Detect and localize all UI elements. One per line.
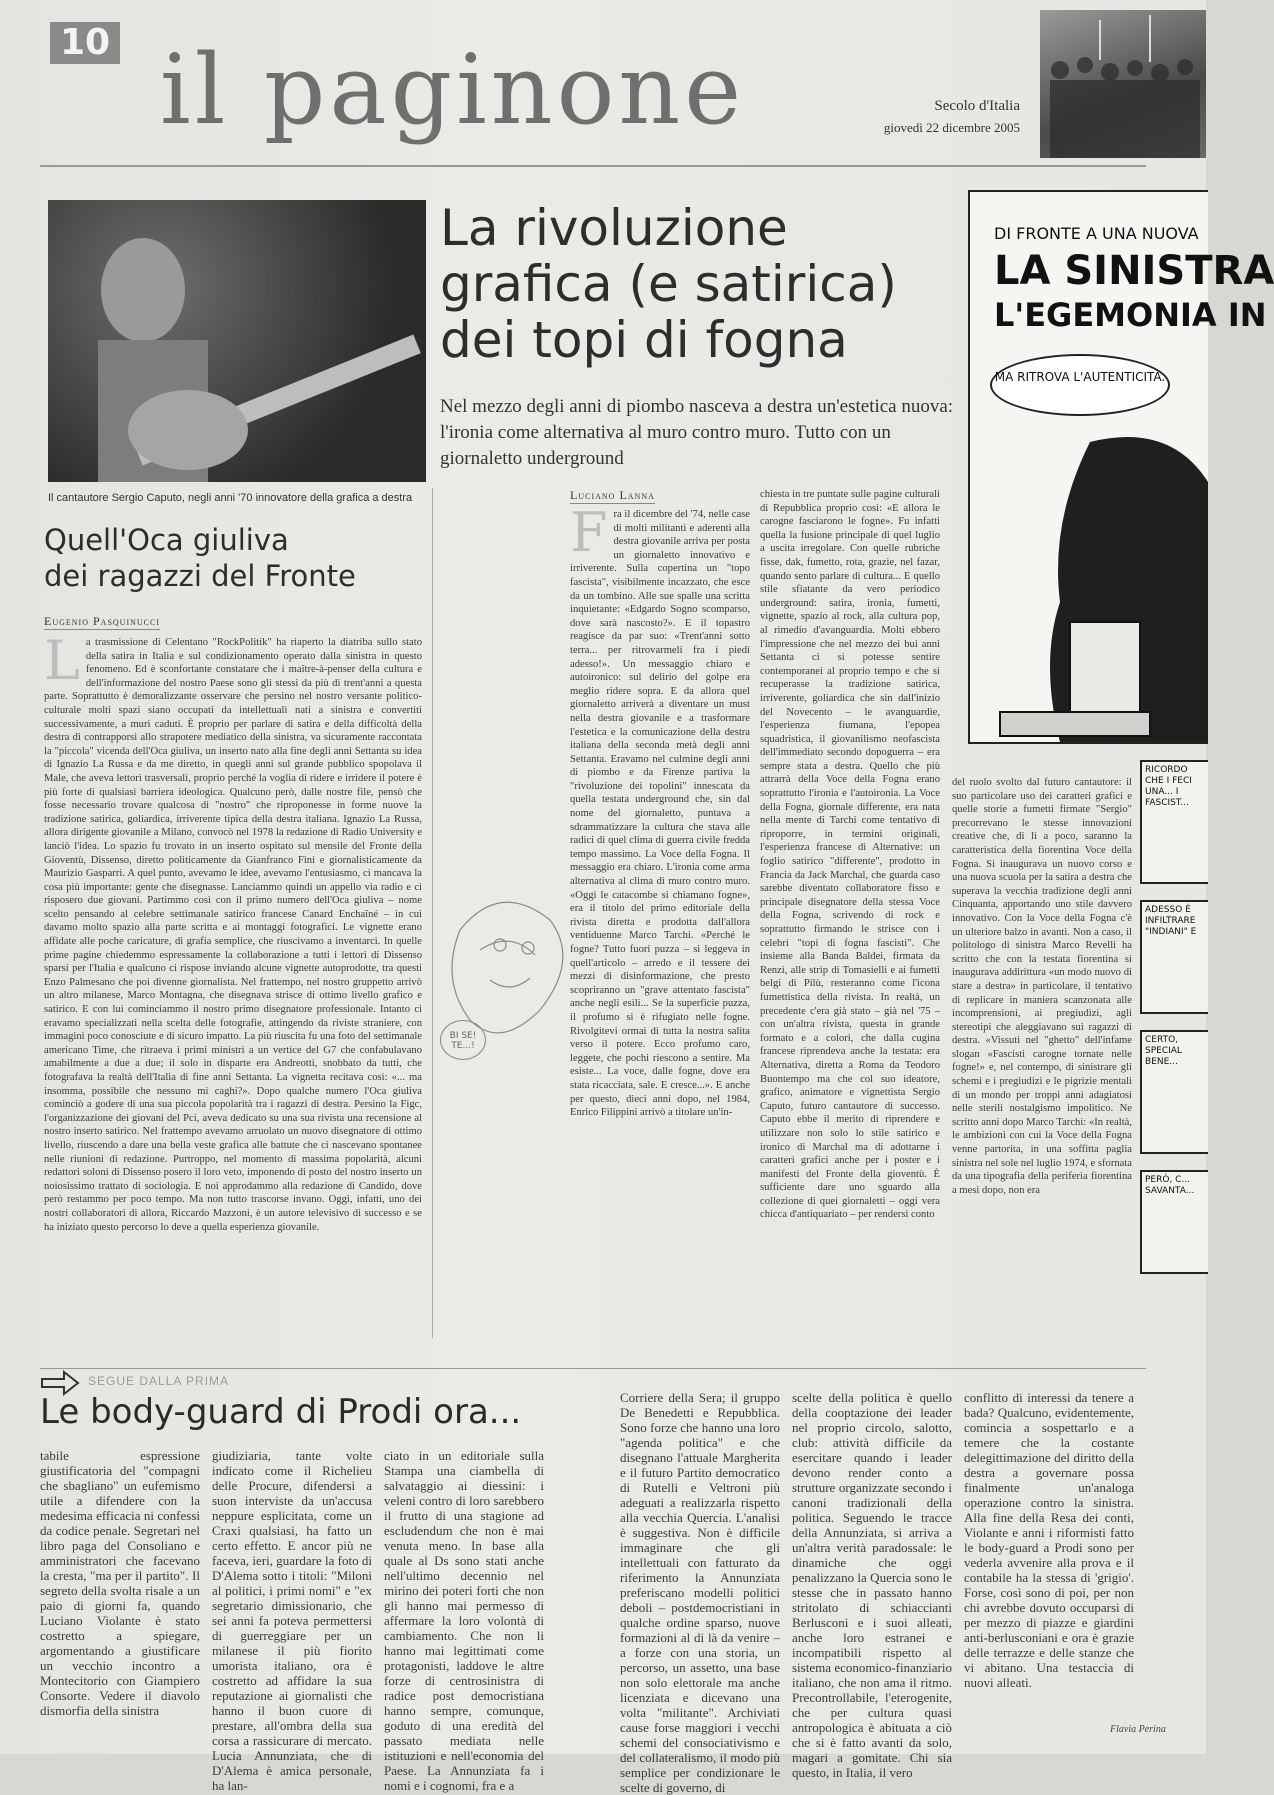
comic-strip-panel: [1140, 1170, 1208, 1274]
sketch-speech-bubble: BI SE! TE...!: [440, 1020, 486, 1060]
cartoon-speech-bubble: MA RITROVA L'AUTENTICITÀ.: [990, 354, 1170, 416]
photo-guitarist: [48, 200, 426, 482]
bottom-col4: Corriere della Sera; il gruppo De Benedetti e Repubblica. Sono forze che hanno una loro "agenda politica" e che disegnano l'attuale Margherita e il futuro Partito democratico di Rutelli e Veltroni più adeguati a realizzarla rispetto alla vecchia Quercia. L'analisi è suggestiva. Non è difficile immaginare che gli intellettuali con fatturato da riferimento la Annunziata preferiscano modelli politici deboli – postdemocristiani in qualche ordine sparso, nuove formazioni al di là da venire – a forze con una storia, un percorso, un assetto, una base non solo elettorale ma anche licenziata e dicevano una volta "militante". Archiviati cause forse maggiori i vecchi schemi del consociativismo e del collateralismo, il modo più semplice per condizionare le scelte di governo, di: [620, 1390, 780, 1795]
bottom-section-rule: [40, 1368, 1146, 1369]
header-rule: [40, 165, 1146, 167]
comic-strip-text: PERÒ, C... SAVANTA...: [1145, 1175, 1195, 1196]
comic-strip-panel: [1140, 900, 1208, 1014]
main-byline: Luciano Lanna: [570, 488, 655, 502]
page-number: 10: [50, 22, 120, 64]
side-byline: Eugenio Pasquinucci: [44, 614, 160, 628]
main-article-col3: [952, 776, 1132, 1340]
bottom-col1: tabile espressione giustificatoria del "compagni che sbagliano" un eufemismo utile a difendere con la medesima efficacia ni confessi da codice penale. Segretari nel libro paga del Consoliano e amministratori che facevano la cresta, "ma per il partito". Il segreto della svolta risale a un paio di giorni fa, quando Luciano Violante è stato costretto a spiegare, argomentando a giustificare un vecchio incontro a Montecitorio con Giampiero Consorte. Vedere il diavolo dismorfia della sinistra: [40, 1448, 200, 1718]
bottom-col5: scelte della politica è quello della cooptazione dei leader nel proprio circolo, salotto, club: attività difficile da esercitare quando i leader devono render conto a strutture organizzate secondo i canoni tradizionali della politica. Seguendo le tracce della Annunziata, si arriva a un'altra verità paradossale: le dinamiche che oggi penalizzano la Quercia sono le stesse che in passato hanno stritolato di schiaccianti Berlusconi e i suoi alleati, anche loro estranei e incompatibili rispetto al sistema economico-finanziario italiano, che non ama il ritmo. Precontrollabile, l'eterogenite, che per cultura quasi antropologica è abituata a ciò che si è fatto avanti da solo, magari a gomitate. Chi sia questo, in Italia, il vero: [792, 1390, 952, 1780]
side-headline-line: Quell'Oca giuliva: [44, 523, 289, 557]
gorilla-drawing: [970, 422, 1208, 742]
main-article-col1: [570, 501, 750, 1340]
comic-strip-panel: [1140, 760, 1208, 884]
bottom-kicker: SEGUE DALLA PRIMA: [88, 1374, 230, 1388]
main-article-text: ra il dicembre del '74, nelle case di molti militanti e aderenti alla destra giovanile arriva per posta un giornaletto innovativo e irriverente. Sulla copertina un "topo fascista", visibilmente incazzato, che esce da un tombino. Alle sue spalle una scritta inquietante: «Edgardo Sogno scomparso, dove sarà nascosto?». E il topastro reagisce da par suo: «Trent'anni sotto terra... per ritrovarmeli fra i piedi adesso!». Un messaggio chiaro e autoironico: sul delirio del golpe era meglio ridere sopra. E da allora quel giornaletto arriverà a diventare un must nella destra giovanile e a trasformare l'estetica e la comunicazione della destra italiana della seconda metà degli anni Settanta. Eravamo nel culmine degli anni di piombo e da Firenze partiva la "rivoluzione dei topolini" innescata da quella testata underground che, sin dal nome del giornaletto, puntava a sdrammatizzare la cultura che stava alle radici di quel clima di guerra civile fredda tempo massimo. La Voce della Fogna. Il messaggio era chiaro. L'ironia come arma alternativa al clima di muro contro muro. «Oggi le catacombe si chiamano fogne», era il titolo del primo editoriale della rivista diretta e prodotta dall'allora ventiduenne Marco Tarchi. «Perché le fogne? Tutto fuori puzza – si leggeva in quell'articolo – arredo e il tessere dei mezzi di disinformazione, che presto scopriranno un "grave attentato fascista" anche negli esili... Se la superficie puzza, il profumo si è rifugiato nelle fogne. Rivolgitevi ormai di tutta la nostra salita verso il potere. Ecco profumo caro, leggete, che pochi riescono a sentire. Ma esiste... La voce, dalle fogne, dove era stata ricacciata, sale. E cresce...». E anche per questo, dieci anni dopo, nel 1984, Enrico Filippini arrivò a titolare un'in-: [570, 509, 750, 1119]
side-headline-line: dei ragazzi del Fronte: [44, 559, 356, 593]
cartoon-panel: [968, 190, 1274, 744]
comic-strip-text: ADESSO È INFILTRARE "INDIANI" E: [1145, 905, 1197, 937]
main-subheadline: Nel mezzo degli anni di piombo nasceva a destra un'estetica nuova: l'ironia come alternativa al muro contro muro. Tutto con un giornaletto underground: [440, 396, 954, 469]
comic-strip-text: RICORDO CHE I FECI UNA... I FASCIST...: [1145, 765, 1192, 808]
dropcap: F: [570, 501, 608, 564]
photo-caption: Il cantautore Sergio Caputo, negli anni '70 innovatore della grafica a destra: [48, 492, 413, 504]
main-headline-line: grafica (e satirica): [440, 255, 897, 313]
comic-strip-panel: [1140, 1030, 1208, 1154]
main-article-col2: [760, 488, 940, 1340]
bottom-col6: conflitto di interessi da tenere a bada? Qualcuno, evidentemente, comincia a sospettarlo e a temere che la costante delegittimazione del diritto della destra a governare possa finalmente un'analoga operazione contro la sinistra. Alla fine della Resa dei conti, Violante e anni i riformisti fatto le body-guard a Prodi sono per vederla avvenire alla prova e il contabile ha la stessa di 'grigio'. Forse, così sono di poi, per non chi avrebbe dovuto occuparsi di per mezzo di piazze e giardini anti-berlusconiani e ora è grazie delle terrazze e delle stanze che vi abitano. Una testaccia di nuovi alleati.: [964, 1390, 1134, 1690]
main-headline-line: La rivoluzione: [440, 199, 788, 257]
bottom-col3: ciato in un editoriale sulla Stampa una ciambella di salvataggio ai diessini: i veleni contro di loro sarebbero il frutto di una stagione ad escludendum che non è mai venuta meno. In base alla quale al Ds sono stati anche nell'ultimo decennio nel mirino dei poteri forti che non gli hanno mai permesso di affermare la loro volontà di cambiamento. Che non li hanno mai legittimati come protagonisti, laddove le altre forze di centrosinistra di radice post democristiana hanno sempre, comunque, goduto di una eredità del passato mediata nelle istituzioni e nell'economia del Paese. La Annunziata fa i nomi e i cognomi, fra e a: [384, 1448, 544, 1793]
side-headline: [44, 522, 424, 594]
cartoon-subheadline: L'EGEMONIA IN: [994, 296, 1267, 334]
dropcap: L: [44, 629, 80, 692]
rat-sketch: [440, 870, 590, 1070]
cartoon-caption-top: DI FRONTE A UNA NUOVA: [994, 224, 1199, 243]
side-article-text: a trasmissione di Celentano "RockPolitik" ha riaperto la diatriba sullo stato della satira in Italia e sul condizionamento operato dalla sinistra in questo fenomeno. Ed è sconfortante constatare che i maître-à-penser della cultura e dell'informazione del nostro Paese sono gli stessi da più di trent'anni a questa parte. Soprattutto è demoralizzante osservare che persino nel nostro versante politico-culturale molti spazi siano occupati da intellettuali nati a sinistra e convertiti successivamente, a muri caduti. È proprio per parlare di satira e della difficoltà della destra di contrapporsi allo strapotere mediatico della sinistra, va sicuramente raccontata la "piccola" vicenda dell'Oca giuliva, un inserto nato alla fine degli anni Settanta su idea di Ignazio La Russa e da me diretto, in quegli anni sul grande pubblico spopolava il Male, che aveva lettori trasversali, proprio perché la voglia di ridere e irridere il potere è più forte di qualsiasi barriera ideologica. Qualcuno però, dalle nostre file, pensò che fosse necessario trovare qualcosa di "nostro" che riproponesse in forme nuove la tradizione satirica, goliardica, irriverente tipica della destra italiana. Ignazio La Russa, allora dirigente giovanile a Milano, convocò nel 1978 la redazione di Radio University e lanciò l'idea. Lo spazio fu trovato in un inserto ospitato sul mensile del Fronte della Gioventù, Dissenso, diretto politicamente da Gianfranco Fini e giornalisticamente da Maurizio Gasparri. A quel punto, avevamo le idee, avevamo l'entusiasmo, ci mancava la cosa più importante: gente che disegnasse. Lanciammo quindi un appello via radio e ci risposero due giovani. Partimmo così con il primo numero dell'Oca giuliva – nome scelto pensando al celebre settimanale satirico francese Canard Enchaîné – in cui davamo molto spazio alla parte scritta e ai montaggi fotografici. Le vignette erano affidate alle poche caricature, di grafia semplice, che riuscivamo a inventarci. In quelle prime pagine chiedemmo espressamente la collaborazione a tutti i lettori di Dissenso sparsi per l'Italia e qualcuno ci rispose inviando alcune vignette autoprodotte, tra questi Enzo Palmesano che poi divenne giornalista. Nel frattempo, nel nostro gruppetto arrivò un altro milanese, Marco Montagna, che disegnava strisce di ottimo livello grafico e satirico. E con lui cominciammo il nostro primo disegnatore professionale. Intanto ci eravamo specializzati nella scelta delle fotografie, attingendo da riviste straniere, con immagini poco conosciute e di sicuro impatto. La più riuscita fu una foto del settimanale americano Time, che ritraeva i primi ministri a un vertice del G7 che confabulavano amabilmente a due a due; il solo in disparte era Andreotti, snobbato da tutti, che fotografava la realtà dell'Italia di fine anni Settanta. La vignetta recitava così: «... ma insomma, possibile che nessuno mi caghi?». Dopo qualche numero l'Oca giuliva cominciò a godere di una sua piccola popolarità tra i ragazzi di destra. Persino la Figc, l'organizzazione dei giovani del Pci, aveva dedicato su una sua rivista una recensione al nostro inserto satirico. Nel frattempo avevamo arruolato un nuovo disegnatore di ottimo livello, riuscendo a dare una bella veste grafica alle battute che ci nascevano spontanee nelle riunioni di redazione. Purtroppo, nel momento di massima popolarità, alcuni redattori soloni di Dissenso posero il loro veto, imponendo di posto del nostro inserto un noiosissimo trattato di sociologia. E noi approdammo alla redazione di Candido, dove però restammo per poco tempo. Ma non tutto trascorse invano. Oggi, infatti, uno dei nostri collaboratori di allora, Riccardo Mazzoni, è un autore televisivo di successo e se ha iniziato questo percorso lo deve a quella esperienza giovanile.: [44, 637, 422, 1233]
bottom-col2: giudiziaria, tante volte indicato come il Richelieu delle Procure, difendersi a suon interviste da un'accusa neppure esplicitata, come un Craxi qualsiasi, ha fatto un certo effetto. E ancor più ne faceva, ieri, guardare la foto di D'Alema sotto i titoli: "Miloni al politici, i primi nomi" e "ex segretario dimissionario, che sei anni fa poteva permettersi di guerreggiare per un milanese il più fiorito umorista italiano, ora è costretto ad affidare la sua reputazione ai giornalisti che hanno il buon cuore di prestare, all'ombra della sua corsa a rassicurare di mercato. Lucia Annunziata, che di D'Alema è amica personale, ha lan-: [212, 1448, 372, 1793]
crowd-photo: [1040, 10, 1206, 158]
main-article-text: del ruolo svolto dal futuro cantautore: il suo particolare uso dei caratteri grafici e quelle storie a fumetti firmate "Sergio" precorrevano le stesse innovazioni creative che, di lì a poco, saranno la caratteristica della fiorentina Voce della Fogna. Si inaugurava un nuovo corso e una nuova scuola per la satira a destra che superava la vecchia tradizione degli anni Cinquanta, apportando uno stile davvero innovativo. Con la Voce della Fogna c'è un ulteriore balzo in avanti. Non a caso, il politologo di sinistra Marco Revelli ha scritto che con la testata fiorentina si inaugurava addirittura «un modo nuovo di stare a destra» in particolare, il tentativo di replicare in maniera scanzonata alle incomprensioni, ai pregiudizi, agli stereotipi che aleggiavano sui ragazzi di destra. «Vissuti nel "ghetto" dell'infame slogan «Fascisti carogne tornate nelle fogne!» e, nel contempo, di sinistrare gli schemi e i pregiudizi e le pigrizie mentali di un mondo per troppi anni adagiatosi nelle sterili nostalgismo impolitico. Ne scritto anni dopo Marco Tarchi: «In realtà, le ambizioni con cui la Voce della Fogna venne partorita, in una soffitta paglia sinistra nel sole nel luglio 1974, e sfornata da una tipografia della periferia fiorentina a mesi dopo, non era: [952, 777, 1132, 1196]
main-article-text: chiesta in tre puntate sulle pagine culturali di Repubblica proprio così: «E allora le carogne fasciarono le fogne». Fu infatti quella la fusione principale di quel luglio a uscita irregolare. Con quelle rubriche fisse, dak, fumetto, rota, grazie, nel fazar, quando sento parlare di cultura... E quello stile sfiatante da vero periodico underground: satira, ironia, fumetti, vignette, spazio al rock, alla cultura pop, al rimedio d'avanguardia. Molti ebbero l'impressione che nel mezzo dei bui anni Settanta ci si potesse sentire contemporanei al proprio tempo e che si recuperasse la tradizione satirica, irriverente, goliardica che sin dall'inizio del Novecento – le avanguardie, l'esperienza fiumana, l'epopea squadristica, il giovanilismo neofascista dell'immediato secondo dopoguerra – era sempre stata a destra. Quello che più attrarrà della Voce della Fogna erano soprattutto l'ironia e l'autoironia. La Voce della Fogna, giornale differente, era nata nella mente di Tarchi come tentativo di riproporre, in termini originali, l'esperienza francese di Alternative: un foglio satirico "differente", prodotto in Francia da Jack Marchal, che guarda caso sarebbe diventato collaboratore fisso e principale disegnatore della stessa Voce della Fogna, scrivendo di rock e soprattutto firmando le strisce con i celebri "topi di fogna fascisti". Che insieme alla Banda Baldei, firmata da Renzi, alle strip di Tomasielli e ai fumetti belgi di Pilù, resteranno come l'icona fumettistica della rivista. In realtà, un precedente c'era già stato – già nel '75 – con un'altra rivista, questa in grande formato e a colori, che dalla cugina francese riprendeva anche la testata: era Alternativa, diretta a Roma da Teodoro Buontempo ma che col suo ideatore, grafico, animatore e vignettista Sergio Caputo, futuro cantautore di successo. Caputo ebbe il merito di riprendere e utilizzare non solo lo stile satirico e ironico di Marchal ma di adottarne i caratteri grafici anche per i poster e i manifesti del Fronte della gioventù. È sufficiente dare uno sguardo alla collezione di quei giornaletti – oggi vera chicca d'antiquariato – per rendersi conto: [760, 489, 940, 1221]
column-rule: [432, 488, 433, 1338]
author-signature: Flavia Perina: [1110, 1724, 1166, 1735]
side-article-body: [44, 629, 422, 1340]
bottom-headline: Le body-guard di Prodi ora...: [40, 1392, 522, 1432]
publication-name: Secolo d'Italia: [934, 98, 1020, 114]
main-headline-line: dei topi di fogna: [440, 311, 848, 369]
comic-strip-text: CERTO, SPECIAL BENE...: [1145, 1035, 1182, 1067]
section-title: il paginone: [160, 34, 746, 146]
publication-date: giovedì 22 dicembre 2005: [883, 120, 1020, 135]
main-headline: [440, 200, 960, 368]
cartoon-headline: LA SINISTRA: [994, 248, 1274, 294]
